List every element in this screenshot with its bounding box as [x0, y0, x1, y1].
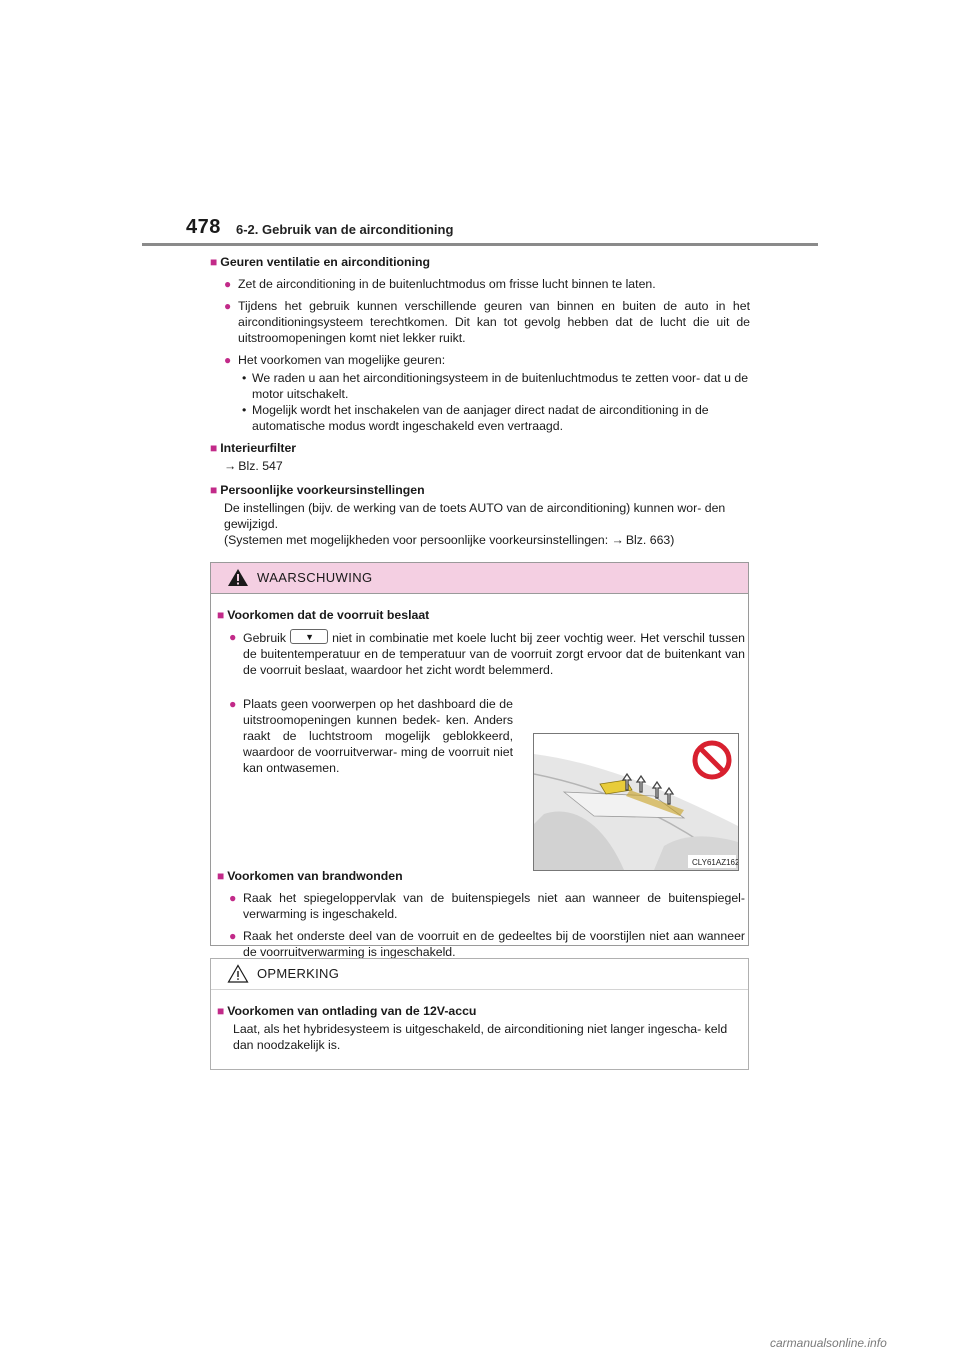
round-bullet-icon: ●: [229, 630, 237, 644]
square-bullet-icon: ■: [217, 1004, 225, 1018]
sub-bullet-item: • We raden u aan het airconditioningsysteem in de buitenluchtmodus te zetten voor- dat u de motor uitschakelt.: [242, 371, 749, 401]
square-bullet-icon: ■: [217, 608, 225, 622]
warning-title: WAARSCHUWING: [257, 570, 373, 585]
bullet-item: ● Plaats geen voorwerpen op het dashboard die de uitstroomopeningen kunnen bedek- ken. Anders raakt de luchtstroom mogelijk geblokkeerd, waardoor de voorruitverwar- ming de voorruit niet kan ontwasemen.: [229, 697, 513, 775]
round-bullet-icon: ●: [224, 277, 232, 291]
note-box: [210, 958, 749, 1070]
note-title: OPMERKING: [257, 966, 340, 981]
round-bullet-icon: ●: [229, 929, 237, 943]
warning-heading-brandwonden: ■ Voorkomen van brandwonden: [217, 869, 403, 883]
chapter-title: 6-2. Gebruik van de airconditioning: [236, 222, 454, 237]
paragraph: De instellingen (bijv. de werking van de toets AUTO van de airconditioning) kunnen wor- den gewijzigd.: [224, 501, 726, 531]
note-text: Laat, als het hybridesysteem is uitgeschakeld, de airconditioning niet langer ingescha- keld dan noodzakelijk is.: [233, 1022, 728, 1052]
section-heading-geuren: ■ Geuren ventilatie en airconditioning: [210, 255, 431, 269]
bullet-item: ● Raak het spiegeloppervlak van de buitenspiegels niet aan wanneer de buitenspiegel- verwarming is ingeschakeld.: [229, 891, 745, 921]
bullet-item: ● Zet de airconditioning in de buitenluchtmodus om frisse lucht binnen te laten.: [224, 277, 656, 291]
small-dot-icon: •: [242, 371, 247, 385]
square-bullet-icon: ■: [210, 441, 218, 455]
bullet-item: ● Het voorkomen van mogelijke geuren:: [224, 353, 446, 367]
page-reference[interactable]: → Blz. 547: [224, 459, 283, 473]
round-bullet-icon: ●: [229, 891, 237, 905]
arrow-right-icon: →: [611, 533, 624, 547]
bullet-item: ● Tijdens het gebruik kunnen verschillende geuren van binnen en buiten de auto in het airconditioningsysteem terechtkomen. Dit kan tot gevolg hebben dat de lucht die uit de uitstroomopeningen komt niet lekker ruikt.: [224, 299, 750, 345]
watermark: carmanualsonline.info: [770, 1336, 887, 1350]
warning-header: [211, 563, 748, 594]
round-bullet-icon: ●: [224, 299, 232, 313]
square-bullet-icon: ■: [217, 869, 225, 883]
bullet-item: ● Raak het onderste deel van de voorruit en de gedeeltes bij de voorstijlen niet aan wanneer de voorruitverwarming is ingeschakeld.: [229, 929, 745, 959]
image-code-label: CLY61AZ162: [692, 858, 738, 867]
note-body: [217, 1003, 745, 1061]
square-bullet-icon: ■: [210, 255, 218, 269]
warning-body: [217, 607, 745, 966]
round-bullet-icon: ●: [229, 697, 237, 711]
round-bullet-icon: ●: [224, 353, 232, 367]
warning-heading-voorruit: ■ Voorkomen dat de voorruit beslaat: [217, 608, 430, 622]
warning-box: [210, 562, 749, 959]
section-heading-persoonlijke: ■ Persoonlijke voorkeursinstellingen: [210, 483, 425, 497]
bullet-item: ● Gebruik ▼ niet in combinatie met koele lucht bij zeer vochtig weer. Het verschil tussen de buitentemperatuur en de temperatuur van de voorruit zorgt ervoor dat de buitenkant van de voorruit beslaat, waardoor het zicht wordt belemmerd.: [229, 630, 745, 677]
note-heading: ■ Voorkomen van ontlading van de 12V-accu: [217, 1004, 477, 1018]
defroster-button-icon: ▼: [290, 629, 328, 644]
header-rule: [142, 243, 818, 246]
square-bullet-icon: ■: [210, 483, 218, 497]
dashboard-illustration: [533, 733, 739, 871]
paragraph: (Systemen met mogelijkheden voor persoonlijke voorkeursinstellingen: → Blz. 663): [224, 533, 675, 547]
main-content: [210, 254, 750, 556]
small-dot-icon: •: [242, 403, 247, 417]
page-number: 478: [186, 216, 221, 238]
note-header: [211, 959, 748, 990]
dashboard-blocked-vent-illustration: [534, 734, 738, 870]
section-heading-filter: ■ Interieurfilter: [210, 441, 297, 455]
page-header: [186, 216, 816, 246]
arrow-right-icon: →: [224, 459, 237, 473]
caution-triangle-icon: [227, 964, 249, 983]
page-reference[interactable]: Blz. 663): [625, 533, 675, 547]
warning-triangle-icon: [227, 568, 249, 587]
sub-bullet-item: • Mogelijk wordt het inschakelen van de aanjager direct nadat de airconditioning in de automatische modus wordt ingeschakeld even vertraagd.: [242, 403, 709, 433]
